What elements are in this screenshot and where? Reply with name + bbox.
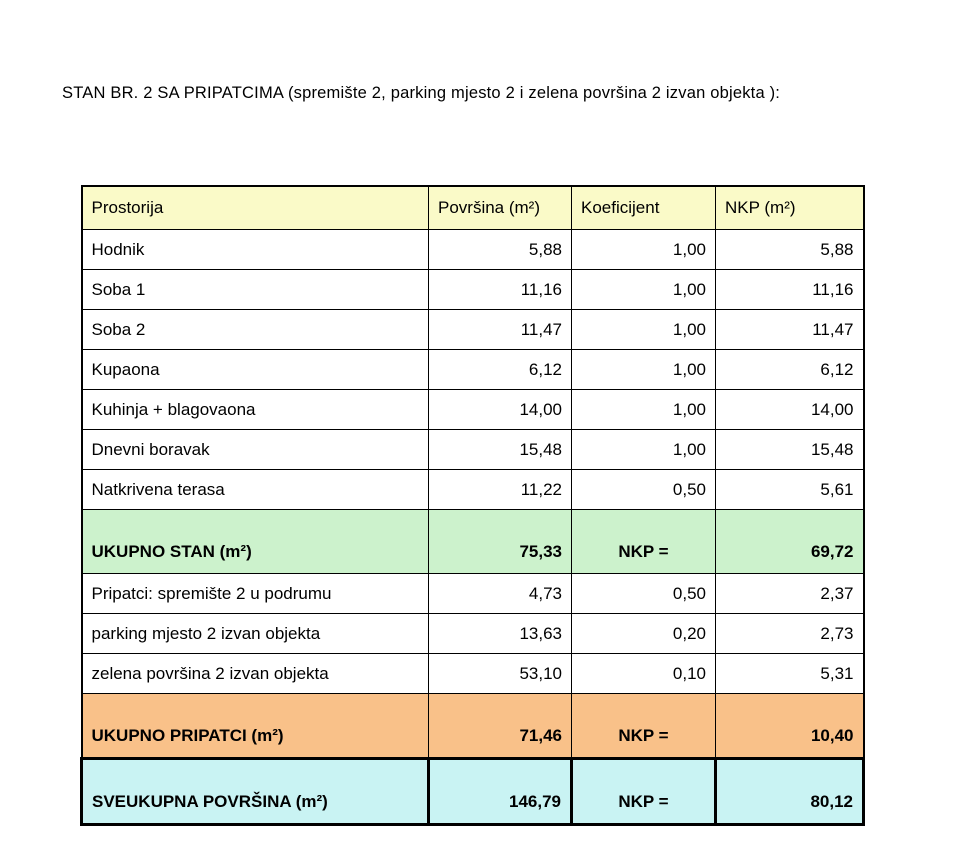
cell-prostorija: Dnevni boravak — [82, 430, 429, 470]
cell-koeficijent: 0,10 — [572, 654, 716, 694]
cell-nkp: 6,12 — [716, 350, 864, 390]
table-row — [82, 390, 864, 430]
cell-prostorija: Natkrivena terasa — [82, 470, 429, 510]
cell-povrsina: 71,46 — [429, 694, 572, 759]
cell-povrsina: 6,12 — [429, 350, 572, 390]
cell-nkp: 5,88 — [716, 230, 864, 270]
cell-prostorija: Pripatci: spremište 2 u podrumu — [82, 574, 429, 614]
page-title: STAN BR. 2 SA PRIPATCIMA (spremište 2, parking mjesto 2 i zelena površina 2 izvan objekta ): — [62, 84, 781, 102]
cell-koeficijent: 0,50 — [572, 470, 716, 510]
cell-povrsina: 146,79 — [429, 759, 572, 825]
table-row — [82, 230, 864, 270]
cell-koeficijent: 1,00 — [572, 350, 716, 390]
cell-prostorija: Kupaona — [82, 350, 429, 390]
table-row — [82, 574, 864, 614]
cell-prostorija: zelena površina 2 izvan objekta — [82, 654, 429, 694]
cell-povrsina: 13,63 — [429, 614, 572, 654]
cell-prostorija: SVEUKUPNA POVRŠINA (m²) — [82, 759, 429, 825]
header-nkp: NKP (m²) — [716, 186, 864, 230]
header-povrsina: Površina (m²) — [429, 186, 572, 230]
table-row — [82, 430, 864, 470]
cell-prostorija: parking mjesto 2 izvan objekta — [82, 614, 429, 654]
cell-prostorija: UKUPNO STAN (m²) — [82, 510, 429, 574]
table-row — [82, 310, 864, 350]
cell-nkp: 2,37 — [716, 574, 864, 614]
cell-nkp-label: NKP = — [572, 510, 716, 574]
cell-prostorija: Soba 2 — [82, 310, 429, 350]
cell-povrsina: 75,33 — [429, 510, 572, 574]
grand-total-row — [82, 759, 864, 825]
cell-povrsina: 5,88 — [429, 230, 572, 270]
cell-nkp: 2,73 — [716, 614, 864, 654]
table-row — [82, 470, 864, 510]
cell-povrsina: 11,22 — [429, 470, 572, 510]
cell-nkp: 5,61 — [716, 470, 864, 510]
cell-povrsina: 14,00 — [429, 390, 572, 430]
cell-povrsina: 53,10 — [429, 654, 572, 694]
cell-nkp: 11,47 — [716, 310, 864, 350]
header-prostorija: Prostorija — [82, 186, 429, 230]
cell-nkp: 10,40 — [716, 694, 864, 759]
cell-prostorija: UKUPNO PRIPATCI (m²) — [82, 694, 429, 759]
area-table — [80, 185, 865, 826]
total-row-pripatci — [82, 694, 864, 759]
cell-koeficijent: 1,00 — [572, 230, 716, 270]
cell-povrsina: 11,47 — [429, 310, 572, 350]
cell-koeficijent: 1,00 — [572, 390, 716, 430]
cell-koeficijent: 0,50 — [572, 574, 716, 614]
table-row — [82, 614, 864, 654]
cell-koeficijent: 1,00 — [572, 430, 716, 470]
table-row — [82, 270, 864, 310]
cell-povrsina: 4,73 — [429, 574, 572, 614]
cell-prostorija: Hodnik — [82, 230, 429, 270]
table-header-row — [82, 186, 864, 230]
cell-koeficijent: 1,00 — [572, 270, 716, 310]
total-row-stan — [82, 510, 864, 574]
cell-nkp-label: NKP = — [572, 759, 716, 825]
header-koeficijent: Koeficijent — [572, 186, 716, 230]
cell-povrsina: 15,48 — [429, 430, 572, 470]
cell-nkp-label: NKP = — [572, 694, 716, 759]
cell-nkp: 14,00 — [716, 390, 864, 430]
cell-koeficijent: 1,00 — [572, 310, 716, 350]
table-row — [82, 350, 864, 390]
cell-nkp: 80,12 — [716, 759, 864, 825]
cell-nkp: 11,16 — [716, 270, 864, 310]
table-row — [82, 654, 864, 694]
cell-nkp: 15,48 — [716, 430, 864, 470]
cell-nkp: 5,31 — [716, 654, 864, 694]
cell-prostorija: Kuhinja + blagovaona — [82, 390, 429, 430]
cell-nkp: 69,72 — [716, 510, 864, 574]
cell-prostorija: Soba 1 — [82, 270, 429, 310]
cell-povrsina: 11,16 — [429, 270, 572, 310]
cell-koeficijent: 0,20 — [572, 614, 716, 654]
